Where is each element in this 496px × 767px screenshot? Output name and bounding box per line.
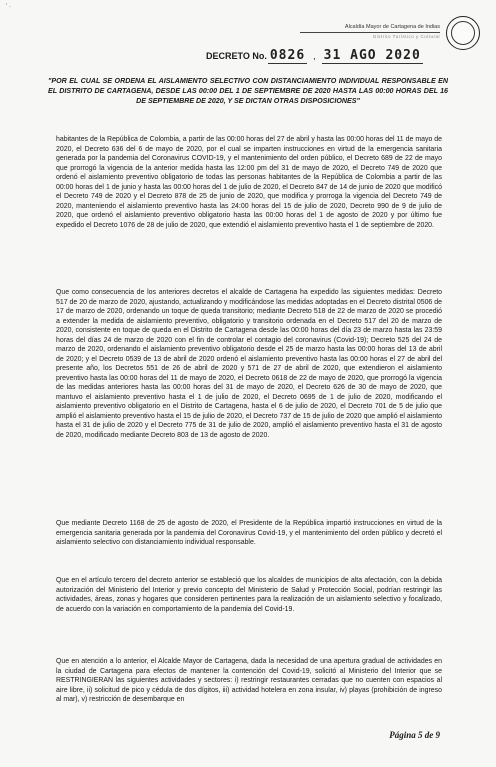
decree-number: 0826 bbox=[269, 48, 306, 63]
seal-inner-ring bbox=[451, 21, 475, 45]
decree-label: DECRETO No. bbox=[206, 51, 267, 61]
seal-icon bbox=[446, 16, 480, 50]
paragraph-5: Que en atención a lo anterior, el Alcalde Mayor de Cartagena, dada la necesidad de una apertura gradual de actividades en la ciudad de Cartagena para efectos de mantener la contención del Covid-19, solicitó al Ministerio del Interior que se RESTRINGIERAN las siguientes actividades y sectores: i) restringir restaurantes cerradas que no cuenten con espacios al aire libre, ii) solicitud de pico y cédula de dos dígitos, iii) actividad hotelera en zona insular, iv) playas (prohibición de ingreso al mar), v) restricción de desembarque en bbox=[56, 658, 442, 703]
paragraph-2: Que como consecuencia de los anteriores decretos el alcalde de Cartagena ha expedido las siguientes medidas: Decreto 517 de 20 de marzo de 2020, ajustando, actualizando y modificándose las medidas adoptadas en el Decreto distrital 0506 de 17 de marzo de 2020, ordenando un toque de queda transitorio; mediante Decreto 518 de 22 de marzo de 2020 se procedió a extender la medida de aislamiento preventivo, obligatorio y transitorio ordenada en el Decreto 517 del 20 de marzo de 2020, consistente en toque de queda en el Distrito de Cartagena desde las 00:00 horas del día 23 de marzo hasta las 23:59 horas del días 24 de marzo de 2020 con el fin de controlar el contagio del coronavirus (Covid-19); Decreto 525 del 24 de marzo de 2020, ordenando el aislamiento preventivo obligatorio desde el 25 de marzo hasta las 00:00 horas del 13 de abril de 2020; y el Decreto 0539 de 13 de abril de 2020 ordenó el aislamiento preventivo hasta las 00:00 horas el 27 de abril del presente año, los Decretos 551 de 26 de abril de 2020 y 571 de 27 de abril de 2020, que extendieron el aislamiento preventivo hasta las 00:00 horas del 11 de mayo de 2020, el Decreto 0618 de 22 de mayo de 2020, que prorrogó la vigencia de las medidas anteriores hasta las 00:00 horas del 31 de mayo de 2020, el Decreto 626 de 30 de mayo de 2020, que mantuvo el aislamiento preventivo hasta el 1 de julio de 2020, el Decreto 0695 de 1 de julio de 2020, modificando el aislamiento preventivo obligatorio en el Distrito de Cartagena, hasta el 6 de julio de 2020, el Decreto 701 de 5 de julio que amplió el aislamiento preventivo hasta el 15 de julio de 2020, el Decreto 737 de 15 de julio de 2020 que amplió el aislamiento hasta el 31 de julio de 2020 y el Decreto 775 de 31 de julio de 2020, amplió el aislamiento preventivo hasta el 31 de agosto de 2020, modificado mediante Decreto 803 de 13 de agosto de 2020. bbox=[56, 289, 442, 439]
page-number: Página 5 de 9 bbox=[389, 730, 440, 740]
office-header bbox=[300, 24, 440, 39]
office-title: Alcaldía Mayor de Cartagena de Indias bbox=[344, 24, 440, 30]
paragraph-1: habitantes de la República de Colombia, a partir de las 00:00 horas del 27 de abril y hasta las 00:00 horas del 11 de mayo de 2020, el Decreto 636 del 6 de mayo de 2020, por el cual se imparten instrucciones en virtud de la emergencia sanitaria generada por la pandemia del Coronavirus COVID-19, y el mantenimiento del orden público, el Decreto 689 de 22 de mayo que prorrogó la vigencia de la anterior medida hasta las 12:00 pm del 31 de mayo de 2020, el Decreto 749 de 2020 que ordenó el aislamiento preventivo obligatorio de todas las personas habitantes de la República de Colombia a partir de las 00:00 horas del 1 de junio y hasta las 00:00 horas del 1 de julio de 2020, el Decreto 847 de 14 de junio de 2020 que modificó el Decreto 749 de 2020 y el Decreto 878 de 25 de junio de 2020, que modifica y prorroga la vigencia del Decreto 749 de 2020, manteniendo el aislamiento preventivo hasta las 24:00 horas del 15 de julio de 2020, Decreto 990 de 9 de julio de 2020, que ordenó el aislamiento preventivo obligatorio hasta las 00:00 horas del 1 de agosto de 2020 y por último fue expedido el Decreto 1076 de 28 de julio de 2020, que extendió el aislamiento preventivo hasta el 1 de septiembre de 2020. bbox=[56, 136, 442, 229]
paragraph-3: Que mediante Decreto 1168 de 25 de agosto de 2020, el Presidente de la República impartió instrucciones en virtud de la emergencia sanitaria generada por la pandemia del Coronavirus Covid-19, y el mantenimiento del orden público y decretó el aislamiento selectivo con distanciamiento individual responsable. bbox=[56, 520, 442, 546]
corner-mark: ' · bbox=[6, 4, 11, 10]
decree-date: 31 AGO 2020 bbox=[323, 48, 421, 63]
decree-title: "POR EL CUAL SE ORDENA EL AISLAMIENTO SELECTIVO CON DISTANCIAMIENTO INDIVIDUAL RESPONSABLE EN EL DISTRITO DE CARTAGENA, DESDE LAS 00:00 DEL 1 DE SEPTIEMBRE DE 2020 HASTA LAS 00:00 HORAS DEL 16 DE SEPTIEMBRE DE 2020, Y SE DICTAN OTRAS DISPOSICIONES" bbox=[48, 77, 448, 105]
decree-line bbox=[206, 48, 423, 64]
decree-separator: , bbox=[313, 51, 316, 61]
office-subtitle: Distrito Turístico y Cultural bbox=[300, 32, 440, 39]
paragraph-4: Que en el artículo tercero del decreto anterior se estableció que los alcaldes de municipios de alta afectación, con la debida autorización del Ministerio del Interior y previo concepto del Ministerio de Salud y Protección Social, podrían restringir las actividades, áreas, zonas y hogares que consideren pertinentes para la realización de un aislamiento selectivo y focalizado, de acuerdo con la variación en comportamiento de la pandemia del Covid-19. bbox=[56, 577, 442, 613]
